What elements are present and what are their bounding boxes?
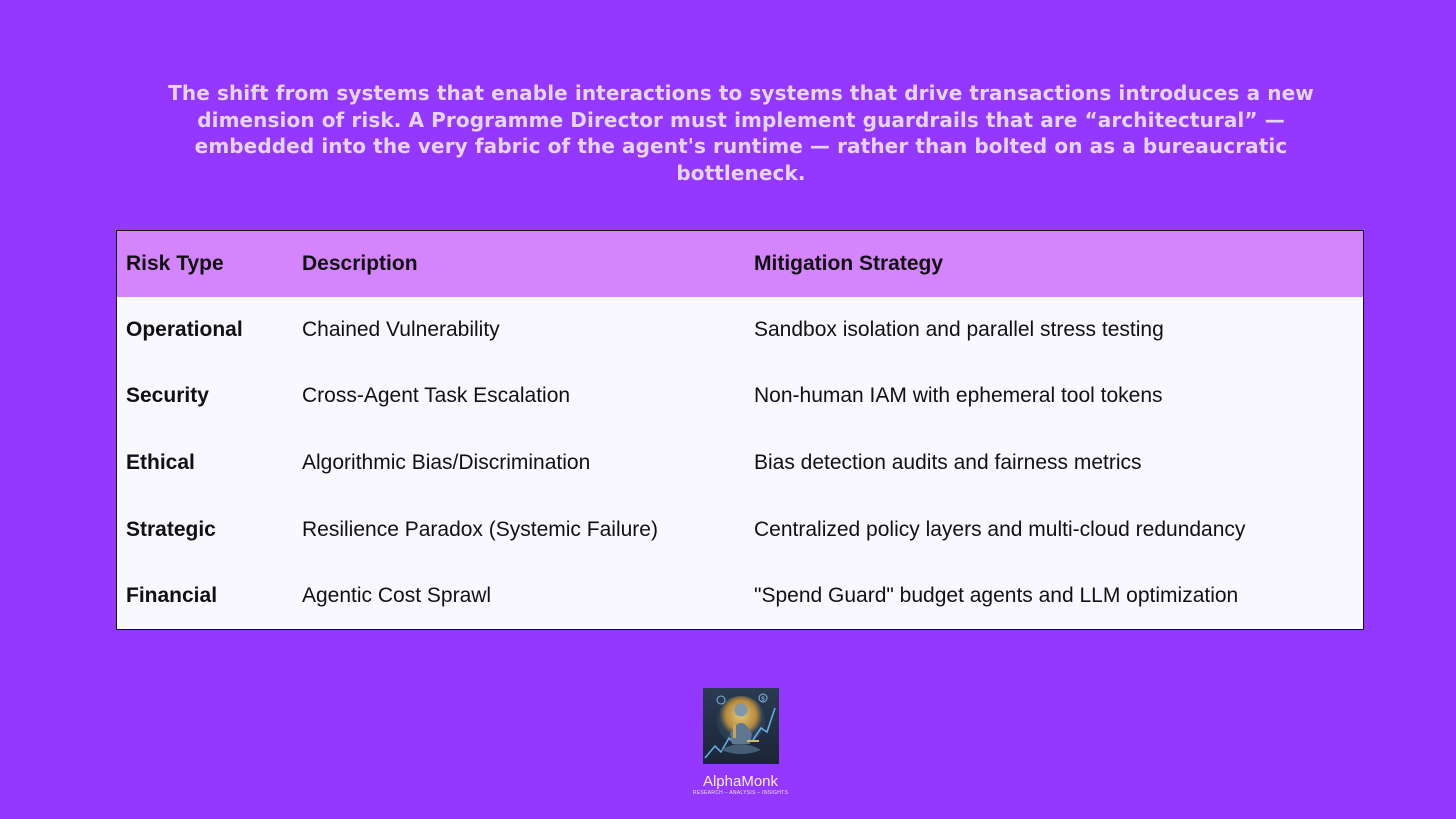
brand-logo-block	[690, 688, 791, 797]
risk-type-cell: Strategic	[126, 517, 216, 541]
mitigation-cell: Non-human IAM with ephemeral tool tokens	[754, 384, 1163, 408]
intro-paragraph: The shift from systems that enable interactions to systems that drive transactions introduces a new dimension of risk. A Programme Director must implement guardrails that are “architectural” — embedded into the very fabric of the agent's runtime — rather than bolted on as a bureaucratic bottleneck.	[168, 81, 1314, 185]
brand-tagline: RESEARCH – ANALYSIS – INSIGHTS	[692, 790, 789, 796]
table-row	[117, 363, 1364, 430]
mitigation-cell: Sandbox isolation and parallel stress testing	[754, 317, 1164, 341]
description-cell: Chained Vulnerability	[302, 317, 500, 341]
mitigation-cell: Centralized policy layers and multi-cloud redundancy	[754, 517, 1246, 541]
mitigation-cell: "Spend Guard" budget agents and LLM optimization	[754, 583, 1239, 607]
table-header-row	[117, 231, 1364, 297]
table-row	[117, 297, 1364, 364]
meditating-monk-logo-icon	[703, 688, 779, 764]
description-cell: Algorithmic Bias/Discrimination	[302, 450, 591, 474]
header-description: Description	[302, 251, 418, 275]
risk-type-cell: Ethical	[126, 450, 195, 474]
brand-name: AlphaMonk	[702, 773, 779, 790]
risk-table	[116, 230, 1364, 630]
risk-type-cell: Security	[126, 384, 209, 408]
description-cell: Cross-Agent Task Escalation	[302, 384, 571, 408]
table-row	[117, 496, 1364, 563]
description-cell: Resilience Paradox (Systemic Failure)	[302, 517, 658, 541]
risk-type-cell: Operational	[126, 317, 243, 341]
svg-text:$: $	[760, 695, 765, 703]
table-row	[117, 430, 1364, 497]
risk-type-cell: Financial	[126, 583, 218, 607]
table-row	[117, 563, 1364, 630]
mitigation-cell: Bias detection audits and fairness metrics	[754, 450, 1142, 474]
header-mitigation-strategy: Mitigation Strategy	[754, 251, 944, 275]
description-cell: Agentic Cost Sprawl	[302, 583, 492, 607]
header-risk-type: Risk Type	[126, 251, 224, 275]
